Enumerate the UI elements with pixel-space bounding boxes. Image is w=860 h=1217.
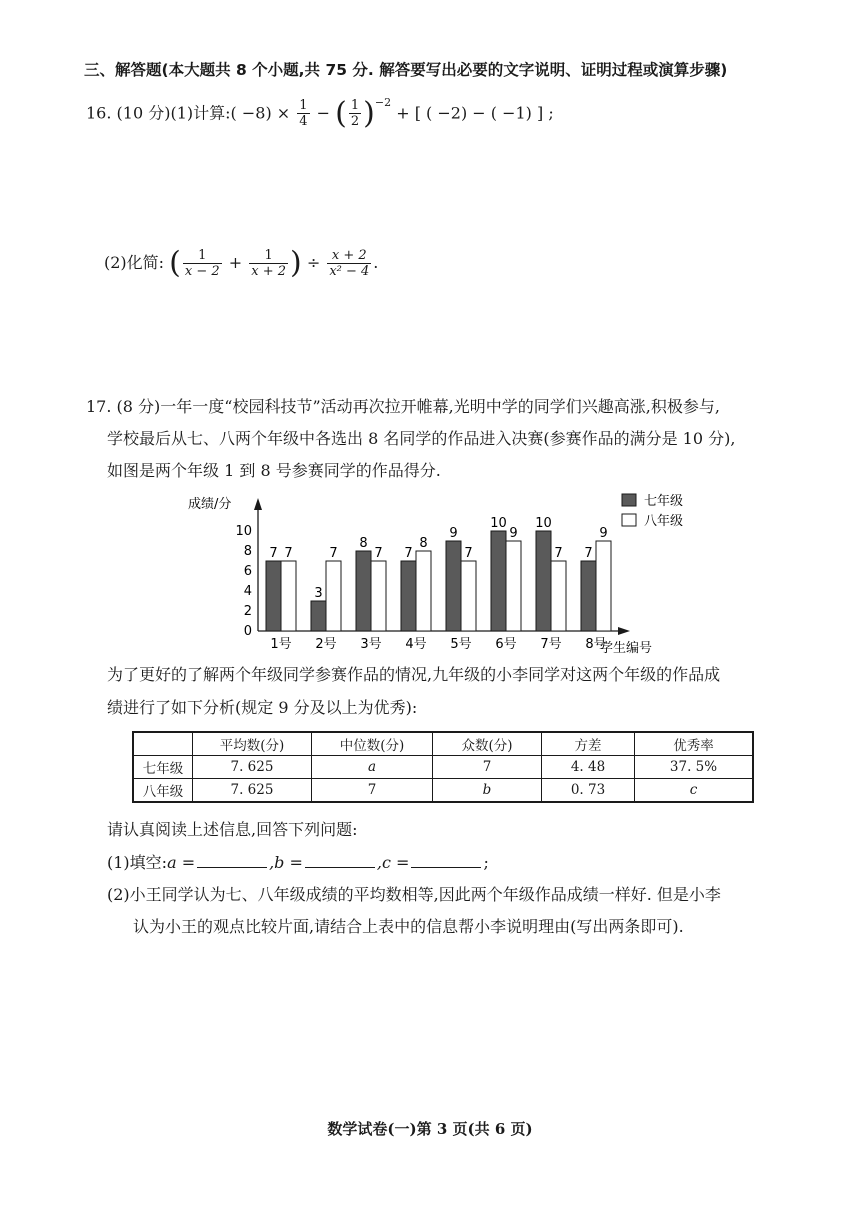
bar-grade8 <box>371 561 386 631</box>
fill-label: (1)填空: <box>107 853 168 872</box>
legend-swatch-grade8 <box>622 514 636 526</box>
q17-line2: 学校最后从七、八两个年级中各选出 8 名同学的作品进入决赛(参赛作品的满分是 10 分), <box>107 429 736 448</box>
bar-value-label: 8 <box>359 536 368 551</box>
table-header: 中位数(分) <box>312 732 433 756</box>
table-header <box>133 732 193 756</box>
bar-grade7 <box>311 601 326 631</box>
table-cell: 7 <box>312 779 433 803</box>
bar-grade8 <box>596 541 611 631</box>
section-title: 三、解答题(本大题共 8 个小题,共 75 分. 解答要写出必要的文字说明、证明过程或演算步骤) <box>84 61 728 79</box>
legend-swatch-grade7 <box>622 494 636 506</box>
bar-value-label: 7 <box>584 546 593 561</box>
q16-part1-a: ( −8) × <box>230 103 291 123</box>
table-header-row <box>133 732 753 756</box>
table-cell: 八年级 <box>133 779 193 803</box>
table-cell: a <box>312 756 433 779</box>
score-bar-chart <box>180 486 700 658</box>
bar-grade7 <box>266 561 281 631</box>
stats-table <box>132 731 754 803</box>
x-tick-label: 3号 <box>360 637 382 652</box>
x-tick-label: 1号 <box>270 637 292 652</box>
legend-label-grade8: 八年级 <box>644 514 684 529</box>
y-axis-arrow <box>254 498 262 510</box>
fraction-x-plus-2-over-x2-minus-4: $\frac{x + 2}{\text{x² − 4}}$ <box>329 248 370 279</box>
y-tick-label: 0 <box>243 624 252 639</box>
q17-after1: 为了更好的了解两个年级同学参赛作品的情况,九年级的小李同学对这两个年级的作品成 <box>107 665 721 684</box>
table-cell: 7. 625 <box>193 779 312 803</box>
q17-line1: 17. (8 分)一年一度“校园科技节”活动再次拉开帷幕,光明中学的同学们兴趣高涨,积极参与, <box>86 397 720 416</box>
table-cell: 7 <box>433 756 542 779</box>
y-tick-label: 10 <box>235 524 252 539</box>
bar-grade7 <box>446 541 461 631</box>
table-header: 方差 <box>542 732 635 756</box>
x-tick-label: 8号 <box>585 637 607 652</box>
chart-ylabel: 成绩/分 <box>188 497 232 512</box>
fill-a-label: a = <box>167 853 196 872</box>
bar-value-label: 7 <box>284 546 293 561</box>
table-cell: 七年级 <box>133 756 193 779</box>
blank-a[interactable] <box>197 852 267 868</box>
bar-grade8 <box>416 551 431 631</box>
bar-value-label: 9 <box>599 526 608 541</box>
q17-line3: 如图是两个年级 1 到 8 号参赛同学的作品得分. <box>107 461 441 480</box>
table-row <box>133 756 753 779</box>
q16-points: (10 分) <box>116 103 171 123</box>
x-tick-label: 5号 <box>450 637 472 652</box>
q17-read: 请认真阅读上述信息,回答下列问题: <box>107 820 358 839</box>
fraction-one-quarter: $\frac{1}{4}$ <box>299 98 308 130</box>
q16-part1-b: + [ ( −2) − ( −1) ] ; <box>396 103 554 123</box>
q16-number: 16. <box>86 103 112 123</box>
q17-after2: 绩进行了如下分析(规定 9 分及以上为优秀): <box>107 698 418 717</box>
bar-value-label: 7 <box>269 546 278 561</box>
table-header: 平均数(分) <box>193 732 312 756</box>
bar-value-label: 3 <box>314 586 323 601</box>
bar-value-label: 7 <box>329 546 338 561</box>
y-tick-label: 6 <box>243 564 252 579</box>
fraction-one-half: $\frac{1}{2}$ <box>350 98 360 130</box>
table-row <box>133 779 753 803</box>
bar-grade8 <box>461 561 476 631</box>
table-header: 众数(分) <box>433 732 542 756</box>
blank-c[interactable] <box>411 852 481 868</box>
x-axis-arrow <box>618 627 630 635</box>
table-cell: 0. 73 <box>542 779 635 803</box>
bar-grade8 <box>281 561 296 631</box>
y-tick-label: 8 <box>243 544 252 559</box>
bar-grade7 <box>581 561 596 631</box>
fraction-1-over-x-plus-2: $\frac{1}{x + 2}$ <box>251 248 286 279</box>
bar-grade7 <box>356 551 371 631</box>
bar-grade8 <box>326 561 341 631</box>
bar-value-label: 10 <box>490 516 507 531</box>
fill-c-label: ,c = <box>376 853 410 872</box>
bar-value-label: 9 <box>449 526 458 541</box>
q16-part2: (2)化简: ( $\frac{1}{x - 2}$ + $\frac{1}{x + 2}$ ) ÷ $\frac{x + 2}{\text{x² − 4}}$ . <box>104 245 379 281</box>
x-tick-label: 6号 <box>495 637 517 652</box>
table-cell: c <box>635 779 754 803</box>
q17-fill: (1)填空:a = ,b = ,c = ; <box>107 853 489 872</box>
bar-value-label: 8 <box>419 536 428 551</box>
table-cell: 7. 625 <box>193 756 312 779</box>
chart-xlabel: 学生编号 <box>600 641 653 656</box>
bar-value-label: 7 <box>554 546 563 561</box>
bar-grade7 <box>401 561 416 631</box>
q16-part1-minus: − <box>316 103 331 123</box>
bar-grade7 <box>491 531 506 631</box>
bar-value-label: 7 <box>464 546 473 561</box>
table-header: 优秀率 <box>635 732 754 756</box>
x-tick-label: 2号 <box>315 637 337 652</box>
legend-label-grade7: 七年级 <box>644 494 684 509</box>
x-tick-label: 7号 <box>540 637 562 652</box>
table-cell: 4. 48 <box>542 756 635 779</box>
q16-part1-label: (1)计算: <box>170 103 231 123</box>
q16-part1: 16. (10 分)(1)计算:( −8) × $\frac{1}{4}$ − ( $\frac{1}{2}$ )$^{-2}$ + [ ( −2) − ( −1) ] ; <box>86 95 554 131</box>
bar-grade7 <box>536 531 551 631</box>
blank-b[interactable] <box>305 852 375 868</box>
x-tick-label: 4号 <box>405 637 427 652</box>
bar-value-label: 9 <box>509 526 518 541</box>
fraction-1-over-x-minus-2: $\frac{1}{x - 2}$ <box>184 248 220 279</box>
y-tick-label: 4 <box>243 584 252 599</box>
bar-value-label: 10 <box>535 516 552 531</box>
page-footer: 数学试卷(一)第 3 页(共 6 页) <box>327 1120 533 1138</box>
exponent: −2 <box>374 96 392 109</box>
bar-grade8 <box>551 561 566 631</box>
bar-value-label: 7 <box>374 546 383 561</box>
q16-part2-label: (2)化简: <box>104 253 165 272</box>
bar-grade8 <box>506 541 521 631</box>
bar-value-label: 7 <box>404 546 413 561</box>
fill-b-label: ,b = <box>269 853 303 872</box>
q17-part2-line2: 认为小王的观点比较片面,请结合上表中的信息帮小李说明理由(写出两条即可). <box>133 917 684 936</box>
table-cell: 37. 5% <box>635 756 754 779</box>
table-cell: b <box>433 779 542 803</box>
y-tick-label: 2 <box>243 604 252 619</box>
q17-part2-line1: (2)小王同学认为七、八年级成绩的平均数相等,因此两个年级作品成绩一样好. 但是小李 <box>107 885 721 904</box>
